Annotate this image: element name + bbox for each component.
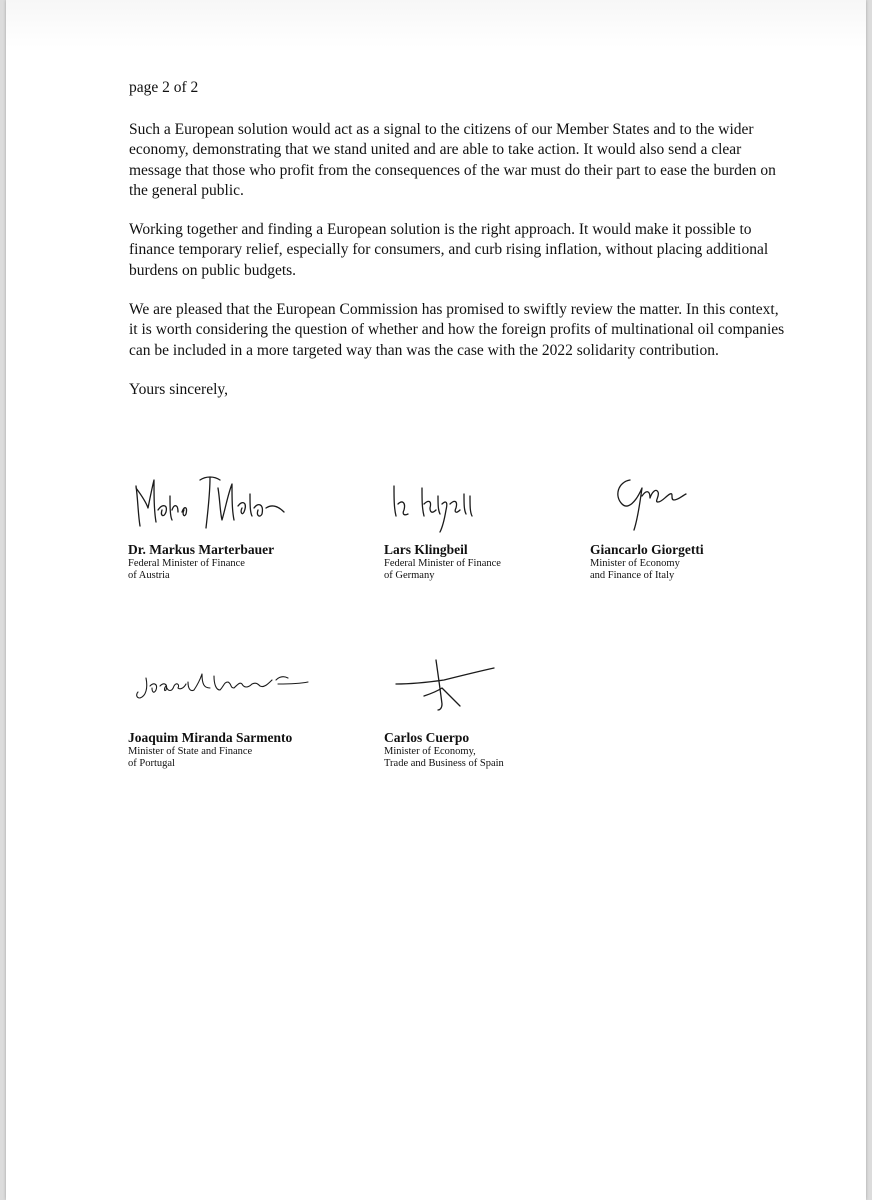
closing-salutation: Yours sincerely, <box>129 380 229 398</box>
signature-marterbauer <box>128 466 298 542</box>
signature-klingbeil <box>384 466 514 542</box>
signatory-portugal <box>128 654 348 770</box>
signatory-name: Dr. Markus Marterbauer <box>128 542 275 557</box>
paragraph-1: Such a European solution would act as a signal to the citizens of our Member States and to the wider economy, demonstrating that we stand united and are able to take action. It would also send a clear message that those who profit from the consequences of the war must do their part to ease the burden on the general public. <box>129 121 776 199</box>
signatory-title-line2: of Portugal <box>128 758 175 769</box>
signatory-title-line2: of Germany <box>384 570 435 581</box>
page-top-edge <box>6 0 866 48</box>
signatory-title-line1: Minister of Economy <box>590 558 680 569</box>
signature-sarmento <box>128 654 328 730</box>
signatory-name: Carlos Cuerpo <box>384 730 470 745</box>
page-number: page 2 of 2 <box>129 79 199 96</box>
signatory-title-line1: Minister of State and Finance <box>128 746 253 757</box>
signatory-italy <box>590 466 810 582</box>
signatory-title-line2: Trade and Business of Spain <box>384 758 504 769</box>
letter-body <box>129 78 789 400</box>
paragraph-3: We are pleased that the European Commission has promised to swiftly review the matter. In this context, it is worth considering the question of whether and how the foreign profits of multinational oil companies can be included in a more targeted way than was the case with the 2022 solidarity contribution. <box>129 301 785 359</box>
signatory-title-line1: Minister of Economy, <box>384 746 476 757</box>
signatory-spain <box>384 654 604 770</box>
signatory-title-line2: of Austria <box>128 570 170 581</box>
signatory-name: Lars Klingbeil <box>384 542 468 557</box>
signature-cuerpo <box>384 654 514 730</box>
letter-page <box>6 0 866 1200</box>
signature-giorgetti <box>590 466 720 542</box>
signatory-name: Joaquim Miranda Sarmento <box>128 730 293 745</box>
signatory-title-line1: Federal Minister of Finance <box>384 558 501 569</box>
paragraph-2: Working together and finding a European solution is the right approach. It would make it possible to finance temporary relief, especially for consumers, and curb rising inflation, without placing additional burdens on public budgets. <box>129 221 769 279</box>
signatory-name: Giancarlo Giorgetti <box>590 542 704 557</box>
signatory-austria <box>128 466 348 582</box>
signatory-title-line2: and Finance of Italy <box>590 570 675 581</box>
signatory-title-line1: Federal Minister of Finance <box>128 558 245 569</box>
signatory-germany <box>384 466 604 582</box>
